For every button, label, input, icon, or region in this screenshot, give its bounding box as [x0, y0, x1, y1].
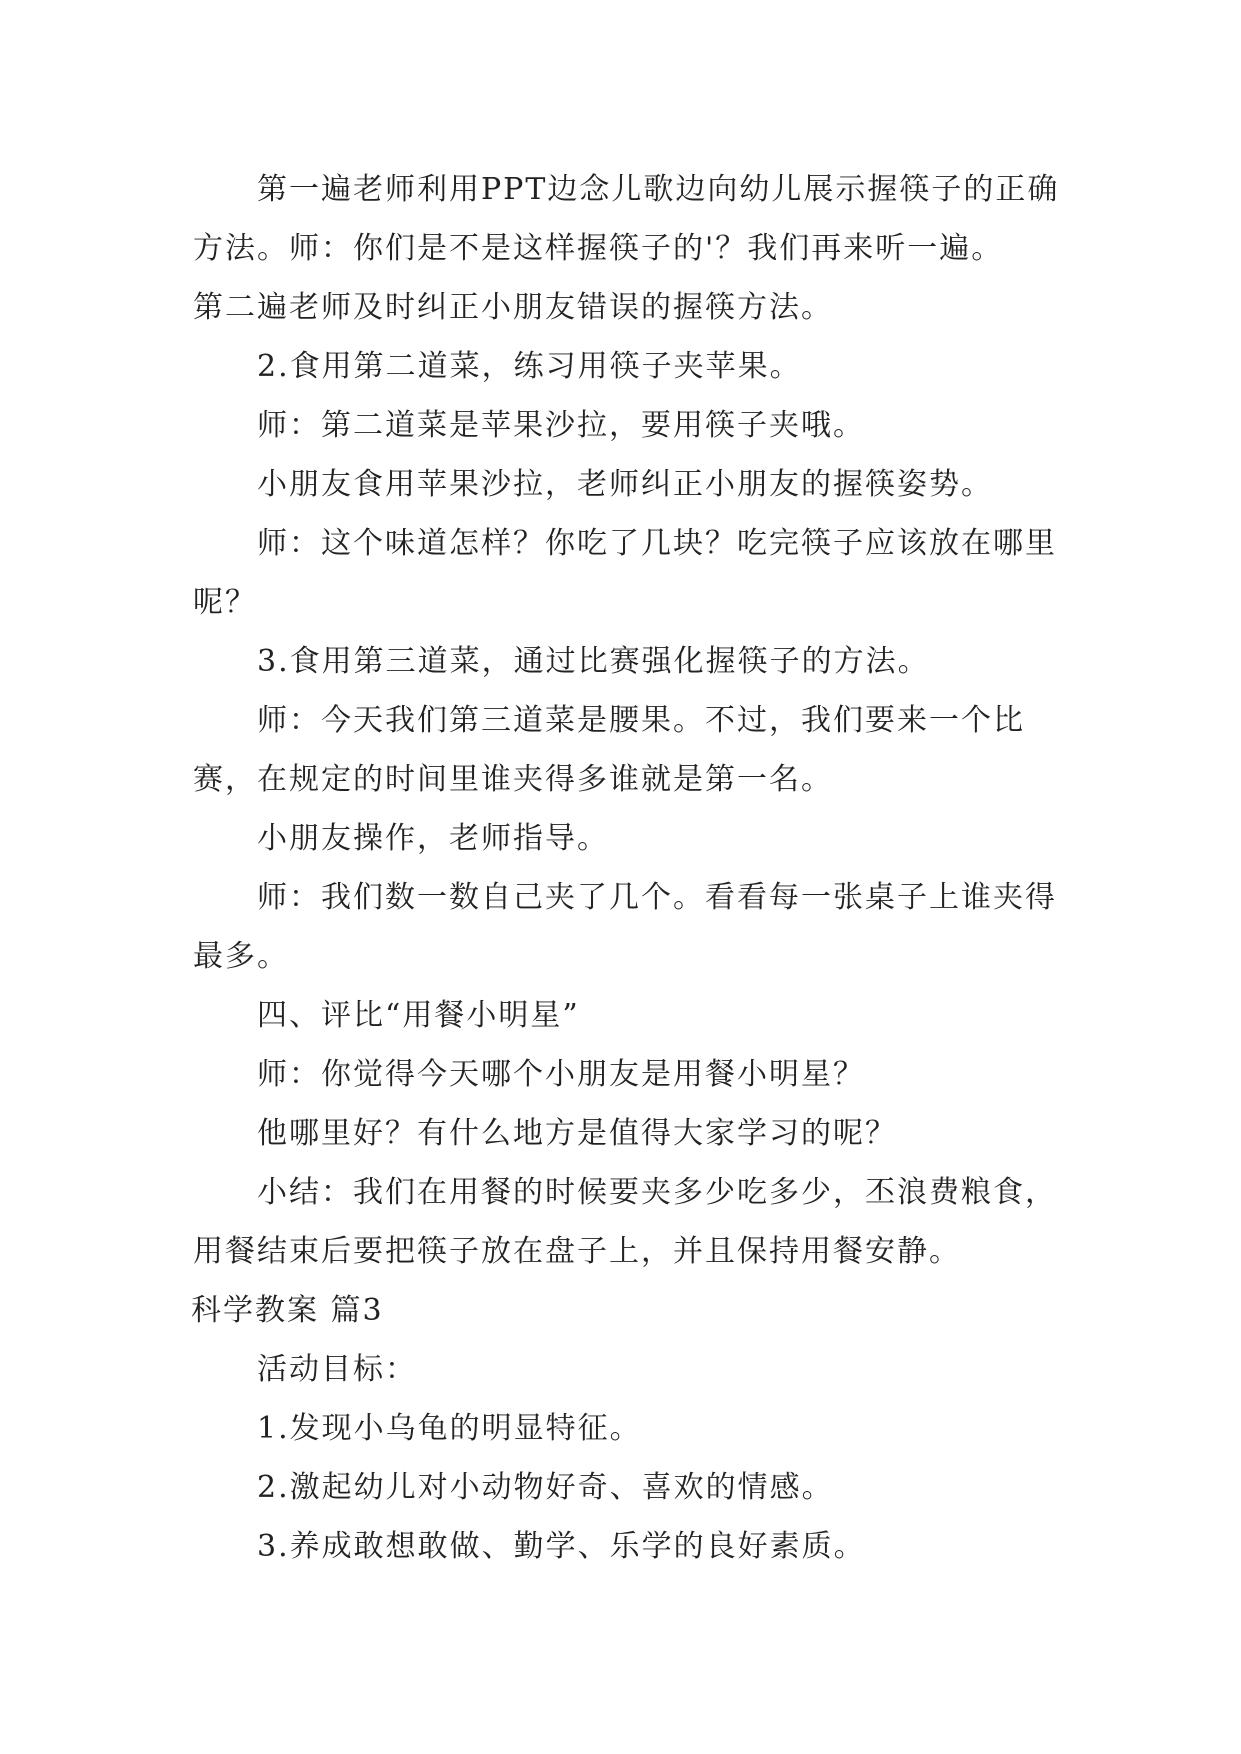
section-heading: 科学教案 篇3: [191, 1293, 384, 1328]
paragraph-goals-label: 活动目标：: [257, 1352, 417, 1387]
goal-item-2: 2.激起幼儿对小动物好奇、喜欢的情感。: [257, 1470, 834, 1505]
paragraph-teacher-count: 师：我们数一数自己夹了几个。看看每一张桌子上谁夹得最多。: [193, 880, 1057, 974]
goal-item-1: 1.发现小乌龟的明显特征。: [257, 1411, 642, 1446]
paragraph-children-operate: 小朋友操作，老师指导。: [257, 821, 609, 856]
paragraph-section-four: 四、评比“用餐小明星”: [257, 998, 580, 1033]
paragraph-teacher-apple: 师：第二道菜是苹果沙拉，要用筷子夹哦。: [257, 408, 865, 443]
paragraph-second-pass: 第二遍老师及时纠正小朋友错误的握筷方法。: [193, 290, 833, 325]
paragraph-step-2: 2.食用第二道菜，练习用筷子夹苹果。: [257, 349, 802, 384]
paragraph-teacher-cashew: 师：今天我们第三道菜是腰果。不过，我们要来一个比赛，在规定的时间里谁夹得多谁就是第一名。: [193, 703, 1025, 797]
paragraph-step-3: 3.食用第三道菜，通过比赛强化握筷子的方法。: [257, 644, 930, 679]
paragraph-teacher-question: 师：这个味道怎样？你吃了几块？吃完筷子应该放在哪里呢？: [193, 526, 1057, 620]
document-body: [193, 160, 1073, 1576]
paragraph-summary: 小结：我们在用餐的时候要夹多少吃多少，丕浪费粮食，用餐结束后要把筷子放在盘子上，并且保持用餐安静。: [193, 1175, 1057, 1269]
goal-item-3: 3.养成敢想敢做、勤学、乐学的良好素质。: [257, 1529, 866, 1564]
paragraph-ppt-demo: 第一遍老师利用PPT边念儿歌边向幼儿展示握筷子的正确方法。师：你们是不是这样握筷子的'？我们再来听一遍。: [193, 172, 1060, 266]
paragraph-teacher-star: 师：你觉得今天哪个小朋友是用餐小明星？: [257, 1057, 865, 1092]
paragraph-children-eat: 小朋友食用苹果沙拉，老师纠正小朋友的握筷姿势。: [257, 467, 993, 502]
paragraph-why-good: 他哪里好？有什么地方是值得大家学习的呢？: [257, 1116, 897, 1151]
